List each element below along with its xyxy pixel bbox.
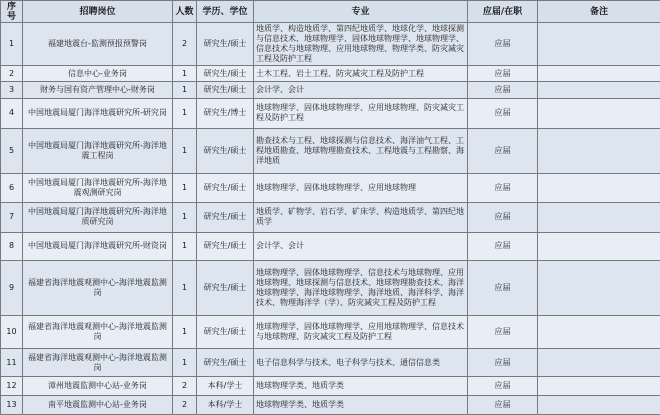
table-row [1, 82, 660, 99]
row-status: 应届 [468, 66, 538, 82]
row-major: 地球物理学、固体地球物理学、应用地球物理 [254, 174, 468, 203]
row-count: 1 [173, 349, 197, 376]
row-degree: 研究生/硕士 [197, 202, 254, 233]
row-major: 地球物理学类、地质学类 [254, 376, 468, 395]
row-position: 中国地震局厦门海洋地震研究所-海洋地震观测研究岗 [23, 174, 173, 203]
row-note [538, 174, 660, 203]
row-degree: 本科/学士 [197, 376, 254, 395]
row-major: 地质学、矿物学、岩石学、矿床学、构造地质学、第四纪地质学 [254, 202, 468, 233]
row-note [538, 233, 660, 260]
row-note [538, 315, 660, 349]
row-status: 应届 [468, 376, 538, 395]
row-degree: 研究生/硕士 [197, 66, 254, 82]
row-position: 财务与国有资产管理中心-财务岗 [23, 82, 173, 99]
header-count: 人数 [173, 1, 197, 23]
table-row [1, 23, 660, 66]
row-note [538, 202, 660, 233]
row-degree: 研究生/博士 [197, 99, 254, 129]
row-count: 1 [173, 174, 197, 203]
row-position: 中国地震局厦门海洋地震研究所-海洋地震工程岗 [23, 128, 173, 173]
table-row [1, 174, 660, 203]
row-major: 地球物理学、固体地球物理学、信息技术与地球物理、应用地球物理、地球探测与信息技术、地球物理勘查技术、海洋地球物理学、海洋地球物理学、海洋地质、海洋科学、海洋技术、物理海洋学（学）、防灾减灾工程及防护工程 [254, 260, 468, 315]
row-position: 福建省海洋地震观测中心-海洋地震监测岗 [23, 349, 173, 376]
row-degree: 研究生/硕士 [197, 349, 254, 376]
table-row [1, 260, 660, 315]
row-note [538, 23, 660, 66]
row-index: 5 [1, 128, 23, 173]
table-row [1, 202, 660, 233]
row-position: 中国地震局厦门海洋地震研究所-财资岗 [23, 233, 173, 260]
row-index: 1 [1, 23, 23, 66]
row-note [538, 395, 660, 414]
header-index: 序号 [1, 1, 23, 23]
table-row [1, 66, 660, 82]
row-major: 地球物理学、固体地球物理学、应用地球物理学、信息技术与地球物理、防灾减灾工程及防护工程 [254, 315, 468, 349]
row-degree: 研究生/硕士 [197, 128, 254, 173]
row-degree: 研究生/硕士 [197, 260, 254, 315]
row-status: 应届 [468, 395, 538, 414]
row-index: 4 [1, 99, 23, 129]
row-index: 8 [1, 233, 23, 260]
row-count: 1 [173, 66, 197, 82]
row-status: 应届 [468, 202, 538, 233]
row-position: 中国地震局厦门海洋地震研究所-海洋地质研究岗 [23, 202, 173, 233]
row-major: 地球物理学类、地质学类 [254, 395, 468, 414]
row-index: 9 [1, 260, 23, 315]
row-note [538, 82, 660, 99]
row-status: 应届 [468, 23, 538, 66]
row-count: 1 [173, 128, 197, 173]
row-degree: 研究生/硕士 [197, 174, 254, 203]
table-row [1, 128, 660, 173]
row-index: 3 [1, 82, 23, 99]
table-header-row [1, 1, 660, 23]
row-degree: 研究生/硕士 [197, 82, 254, 99]
row-index: 13 [1, 395, 23, 414]
row-note [538, 349, 660, 376]
row-position: 福建省海洋地震观测中心-海洋地震监测岗 [23, 315, 173, 349]
header-note: 备注 [538, 1, 660, 23]
row-note [538, 128, 660, 173]
row-degree: 本科/学士 [197, 395, 254, 414]
row-count: 1 [173, 82, 197, 99]
row-status: 应届 [468, 233, 538, 260]
row-position: 福建省海洋地震观测中心-海洋地震监测岗 [23, 260, 173, 315]
header-status: 应届/在职 [468, 1, 538, 23]
row-position: 漳州地震监测中心站-业务岗 [23, 376, 173, 395]
row-major: 会计学、会计 [254, 82, 468, 99]
row-major: 地球物理学、固体地球物理学、应用地球物理、防灾减灾工程及防护工程 [254, 99, 468, 129]
row-degree: 研究生/硕士 [197, 233, 254, 260]
row-status: 应届 [468, 315, 538, 349]
row-status: 应届 [468, 99, 538, 129]
table-row [1, 349, 660, 376]
row-status: 应届 [468, 128, 538, 173]
row-count: 1 [173, 99, 197, 129]
table-row [1, 395, 660, 414]
table-row [1, 376, 660, 395]
row-status: 应届 [468, 82, 538, 99]
row-position: 中国地震局厦门海洋地震研究所-研究岗 [23, 99, 173, 129]
row-count: 1 [173, 233, 197, 260]
header-major: 专业 [254, 1, 468, 23]
row-major: 勘查技术与工程、地球探测与信息技术、海洋油气工程、工程地质勘查、地球物理勘查技术、工程地震与工程勘察、海洋地质 [254, 128, 468, 173]
row-status: 应届 [468, 260, 538, 315]
row-major: 地质学、构造地质学、第四纪地质学、地球化学、地球探测与信息技术、地球物理学、固体地球物理学、地球物理学、信息技术与地球物理、应用地球物理、物理学类、防灾减灾工程及防护工程 [254, 23, 468, 66]
header-position: 招聘岗位 [23, 1, 173, 23]
row-degree: 研究生/硕士 [197, 315, 254, 349]
row-note [538, 99, 660, 129]
row-index: 6 [1, 174, 23, 203]
row-status: 应届 [468, 174, 538, 203]
row-position: 福建地震台-监测预报预警岗 [23, 23, 173, 66]
row-note [538, 260, 660, 315]
row-count: 1 [173, 315, 197, 349]
row-degree: 研究生/硕士 [197, 23, 254, 66]
table-row [1, 233, 660, 260]
row-major: 会计学、会计 [254, 233, 468, 260]
row-position: 南平地震监测中心站-业务岗 [23, 395, 173, 414]
row-index: 12 [1, 376, 23, 395]
table-row [1, 99, 660, 129]
row-count: 2 [173, 395, 197, 414]
row-status: 应届 [468, 349, 538, 376]
row-index: 11 [1, 349, 23, 376]
row-index: 7 [1, 202, 23, 233]
row-major: 土木工程、岩土工程、防灾减灾工程及防护工程 [254, 66, 468, 82]
row-position: 信息中心-业务岗 [23, 66, 173, 82]
row-index: 10 [1, 315, 23, 349]
row-count: 2 [173, 376, 197, 395]
row-index: 2 [1, 66, 23, 82]
row-note [538, 376, 660, 395]
row-count: 1 [173, 260, 197, 315]
row-note [538, 66, 660, 82]
row-major: 电子信息科学与技术、电子科学与技术、通信信息类 [254, 349, 468, 376]
row-count: 2 [173, 23, 197, 66]
table-row [1, 315, 660, 349]
header-degree: 学历、学位 [197, 1, 254, 23]
row-count: 1 [173, 202, 197, 233]
